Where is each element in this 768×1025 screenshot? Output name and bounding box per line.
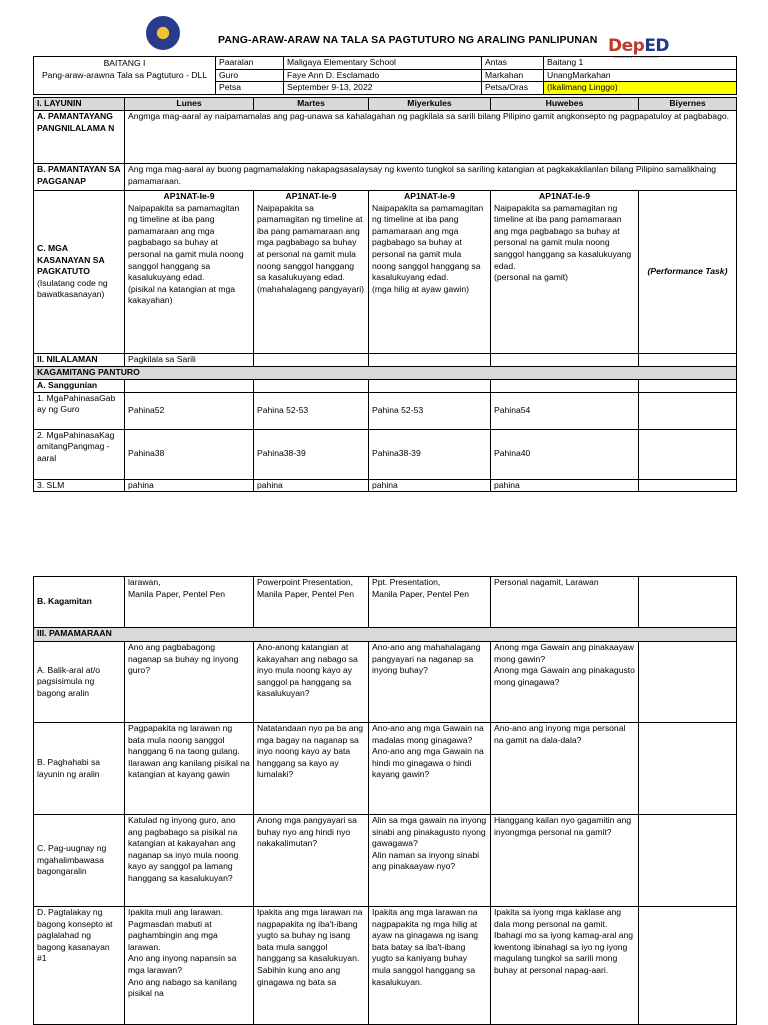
school-label: Paaralan — [216, 57, 284, 70]
gabay-guro-martes: Pahina 52-53 — [254, 392, 369, 429]
day-lunes: Lunes — [125, 98, 254, 111]
pagtalakay-miyerkules: Ipakita ang mga larawan na nagpapakita ng mga hilig at ayaw na ginagawa ng isang bata batay sa iba't-ibang yugto sa kaniyang buhay mula sanggol hanggang sa kasalukuyan. — [369, 907, 491, 1025]
document-title: PANG-ARAW-ARAW NA TALA SA PAGTUTURO NG ARALING PANLIPUNAN — [218, 34, 598, 46]
day-miyerkules: Miyerkules — [369, 98, 491, 111]
antas-value: Baitang 1 — [544, 57, 737, 70]
pag-uugnay-label: C. Pag-uugnay ng mgahalimbawasa bagongaralin — [34, 815, 125, 907]
paghahabi-martes: Natatandaan nyo pa ba ang mga bagay na naganap sa inyo noong kayo ay bata hanggang sa kayo ay lumalaki? — [254, 723, 369, 815]
pag-uugnay-huwebes: Hanggang kailan nyo gagamitin ang inyongmga personal na gamit? — [491, 815, 639, 907]
markahan-label: Markahan — [482, 69, 544, 82]
info-table — [33, 56, 737, 95]
paghahabi-miyerkules: Ano-ano ang mga Gawain na madalas mong ginagawa? Ano-ano ang mga Gawain na hindi mo ginagawa o hindi kayang gawin? — [369, 723, 491, 815]
kagamitan-miyerkules: Ppt. Presentation, Manila Paper, Pentel Pen — [369, 577, 491, 628]
slm-label: 3. SLM — [34, 479, 125, 492]
deped-logo: DepED DEPARTMENT OF EDUCATION — [608, 36, 670, 59]
paghahabi-huwebes: Ano-ano ang inyong mga personal na gamit na dala-dala? — [491, 723, 639, 815]
pagtalakay-label: D. Pagtalakay ng bagong konsepto at paglalahad ng bagong kasanayan #1 — [34, 907, 125, 1025]
antas-label: Antas — [482, 57, 544, 70]
kagamitang-panturo-heading: KAGAMITANG PANTURO — [34, 367, 737, 380]
balik-aral-martes: Ano-anong katangian at kakayahan ang nabago sa inyo mula noong kayo ay sanggol pa hanggang sa kasalukuyan? — [254, 642, 369, 723]
paghahabi-label: B. Paghahabi sa layunin ng aralin — [34, 723, 125, 815]
kagamitan-huwebes: Personal nagamit, Larawan — [491, 577, 639, 628]
slm-huwebes: pahina — [491, 479, 639, 492]
time-value: (Ikalimang Linggo) — [544, 82, 737, 95]
pangmag-aaral-lunes: Pahina38 — [125, 429, 254, 479]
kasanayan-huwebes: AP1NAT-Ie-9 Naipapakita sa pamamagitan ng timeline at iba pang pamamaraan ang mga pagbabago sa buhay at personal na gamit mula noong sanggol hanggang sa kasalukuyang edad. (personal na gamit) — [491, 191, 639, 354]
kagamitan-label: B. Kagamitan — [34, 577, 125, 628]
gabay-guro-label: 1. MgaPahinasaGab ay ng Guro — [34, 392, 125, 429]
layunin-heading: I. LAYUNIN — [34, 98, 125, 111]
kasanayan-miyerkules: AP1NAT-Ie-9 Naipapakita sa pamamagitan ng timeline at iba pang pamamaraan ang mga pagbabago sa buhay at personal na gamit mula noong sanggol hanggang sa kasalukuyang edad. (mga hilig at ayaw gawin) — [369, 191, 491, 354]
pamantayang-pangnilalaman-text: Angmga mag-aaral ay naipamamalas ang pag-unawa sa kahalagahan ng pagkilala sa sarili bilang Pilipino gamit angkonsepto ng pagpapatuloy at pagbabago. — [125, 111, 737, 164]
pangmag-aaral-miyerkules: Pahina38-39 — [369, 429, 491, 479]
teacher-label: Guro — [216, 69, 284, 82]
sanggunian-label: A. Sanggunian — [34, 380, 125, 393]
pag-uugnay-miyerkules: Alin sa mga gawain na inyong sinabi ang pinakagusto nyong gawagawa? Alin naman sa inyong sinabi ang pinakaayaw nyo? — [369, 815, 491, 907]
dll-table-page1 — [33, 97, 737, 492]
pamamaraan-heading: III. PAMAMARAAN — [34, 628, 737, 642]
kasanayan-label: C. MGA KASANAYAN SA PAGKATUTO (Isulatang code ng bawatkasanayan) — [34, 191, 125, 354]
pagtalakay-huwebes: Ipakita sa iyong mga kaklase ang dala mong personal na gamit. Ibahagi mo sa iyong kamag-aral ang kwentong ibinahagi sa iyo ng iyong magulang tungkol sa sarili mong buhay at personal napag-aari. — [491, 907, 639, 1025]
balik-aral-label: A. Balik-aral at/o pagsisimula ng bagong aralin — [34, 642, 125, 723]
date-label: Petsa — [216, 82, 284, 95]
markahan-value: UnangMarkahan — [544, 69, 737, 82]
kagamitan-martes: Powerpoint Presentation, Manila Paper, Pentel Pen — [254, 577, 369, 628]
slm-martes: pahina — [254, 479, 369, 492]
paghahabi-lunes: Pagpapakita ng larawan ng bata mula noong sanggol hanggang 6 na taong gulang. Ilarawan ang kanilang pisikal na katangian at kayang gawin — [125, 723, 254, 815]
kasanayan-martes: AP1NAT-Ie-9 Naipapakita sa pamamagitan ng timeline at iba pang pamamaraan ang mga pagbabago sa buhay at personal na gamit mula noong sanggol hanggang sa kasalukuyang edad. (mahahalagang pangyayari) — [254, 191, 369, 354]
slm-miyerkules: pahina — [369, 479, 491, 492]
balik-aral-huwebes: Anong mga Gawain ang pinakaayaw mong gawin? Anong mga Gawain ang pinakagusto mong ginagawa? — [491, 642, 639, 723]
balik-aral-lunes: Ano ang pagbabagong naganap sa buhay ng inyong guro? — [125, 642, 254, 723]
time-label: Petsa/Oras — [482, 82, 544, 95]
kasanayan-lunes: AP1NAT-Ie-9 Naipapakita sa pamamagitan ng timeline at iba pang pamamaraan ang mga pagbabago sa buhay at personal na gamit mula noong sanggol hanggang sa kasalukuyang edad. (pisikal na katangian at mga kakayahan) — [125, 191, 254, 354]
day-biyernes: Biyernes — [639, 98, 737, 111]
teacher-value: Faye Ann D. Esclamado — [284, 69, 482, 82]
pag-uugnay-lunes: Katulad ng inyong guro, ano ang pagbabago sa pisikal na katangian at kakayahan ang naganap sa inyo mula noong kayo ay sanggol pa lamang hanggang sa kasalukuyan? — [125, 815, 254, 907]
kasanayan-biyernes: (Performance Task) — [639, 191, 737, 354]
pangmag-aaral-martes: Pahina38-39 — [254, 429, 369, 479]
pagtalakay-lunes: Ipakita muli ang larawan. Pagmasdan mabuti at paghambingin ang mga larawan. Ano ang inyong napansin sa mga larawan? Ano ang nabago sa kanilang pisikal na — [125, 907, 254, 1025]
balik-aral-miyerkules: Ano-ano ang mahahalagang pangyayari na naganap sa inyong buhay? — [369, 642, 491, 723]
date-value: September 9-13, 2022 — [284, 82, 482, 95]
nilalaman-text: Pagkilala sa Sarili — [125, 354, 254, 367]
pangmag-aaral-huwebes: Pahina40 — [491, 429, 639, 479]
pagtalakay-martes: Ipakita ang mga larawan na nagpapakita ng iba't-ibang yugto sa buhay ng isang bata mula sanggol hanggang sa kasalukuyan. Sabihin kung ano ang ginagawa ng bata sa — [254, 907, 369, 1025]
dll-table-page2 — [33, 576, 737, 1025]
day-huwebes: Huwebes — [491, 98, 639, 111]
day-martes: Martes — [254, 98, 369, 111]
dll-title-cell: BAITANG I Pang-araw-arawna Tala sa Pagtuturo - DLL — [34, 57, 216, 95]
slm-lunes: pahina — [125, 479, 254, 492]
pamantayan-pagganap-label: B. PAMANTAYAN SA PAGGANAP — [34, 164, 125, 191]
kagamitan-lunes: larawan, Manila Paper, Pentel Pen — [125, 577, 254, 628]
nilalaman-label: II. NILALAMAN — [34, 354, 125, 367]
gabay-guro-huwebes: Pahina54 — [491, 392, 639, 429]
kagamitang-pangmag-aaral-label: 2. MgaPahinasaKag amitangPangmag -aaral — [34, 429, 125, 479]
school-value: Maligaya Elementary School — [284, 57, 482, 70]
pag-uugnay-martes: Anong mga pangyayari sa buhay nyo ang hindi nyo nakakalimutan? — [254, 815, 369, 907]
gabay-guro-lunes: Pahina52 — [125, 392, 254, 429]
pamantayan-pagganap-text: Ang mga mag-aaral ay buong pagmamalaking nakapagsasalaysay ng kwento tungkol sa sariling katangian at pagkakakilanlan bilang Pilipino samalikhaing pamamaraan. — [125, 164, 737, 191]
pamantayang-pangnilalaman-label: A. PAMANTAYANG PANGNILALAMA N — [34, 111, 125, 164]
document-header — [0, 12, 768, 62]
deped-seal-icon — [146, 16, 180, 50]
gabay-guro-miyerkules: Pahina 52-53 — [369, 392, 491, 429]
